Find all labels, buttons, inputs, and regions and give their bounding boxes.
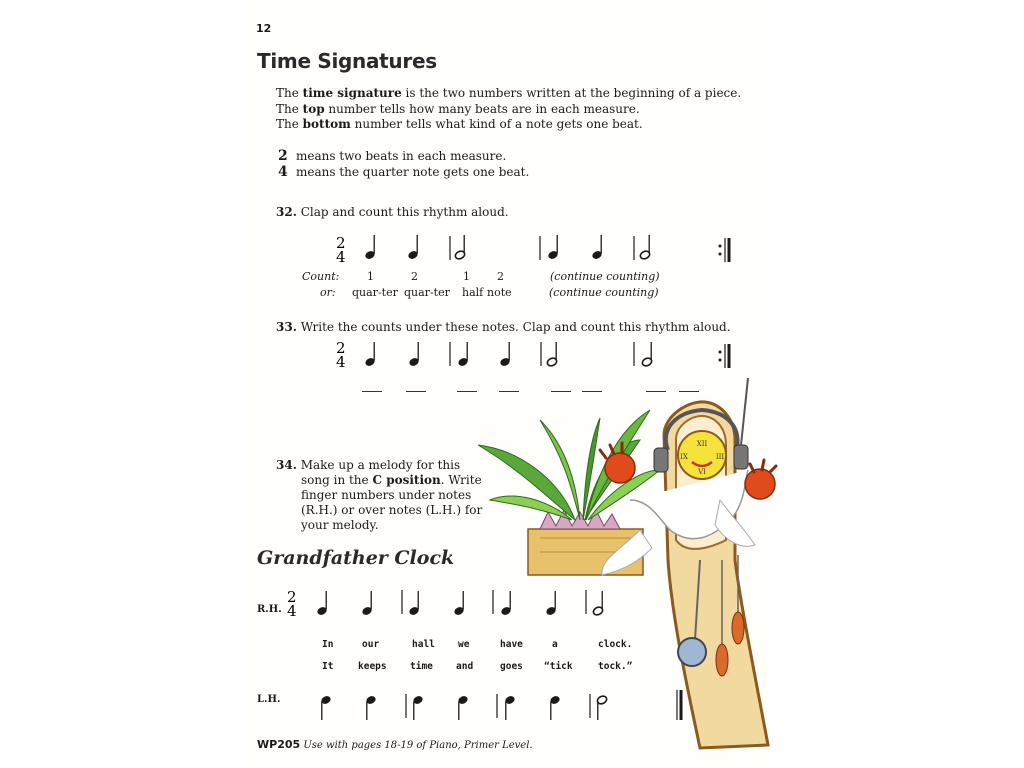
intro-line2-post: number tells how many beats are in each measure. [324,101,640,116]
svg-text:IX: IX [680,453,688,461]
note [639,235,651,260]
pendulum [678,638,706,666]
note [408,591,420,616]
lh-label: L.H. [257,694,281,705]
note [361,591,373,616]
ex32-ts-bottom: 4 [336,248,346,266]
lyric-2-5: goes [500,661,523,672]
lyric-2-3: time [410,661,433,672]
rh-ts-bottom: 4 [287,602,297,620]
lyric-2-1: It [322,661,334,672]
count-1a: 1 [367,270,374,283]
or-label: or: [320,286,336,299]
page-number: 12 [256,22,272,35]
footer-book: Piano, Primer Level. [429,740,533,751]
note [641,342,653,367]
intro-line1-pre: The [276,86,303,100]
lyric-1-2: our [362,639,380,650]
exercise-34-line1: Make up a melody for this [300,458,461,472]
ts-top-number: 2 [278,148,288,164]
count-label: Count: [302,270,340,283]
lyric-2-2: keeps [358,661,387,672]
intro-line3-pre: The [276,117,303,131]
rh-ts-top: 2 [287,588,297,606]
note [545,591,557,616]
exercise-34-line2-post: . Write [440,473,482,487]
footer-text: Use with pages 18-19 of [303,740,430,751]
rh-label: R.H. [257,604,282,615]
note [320,695,332,720]
end-repeat-bar [719,238,730,262]
count-1b: 1 [463,270,470,283]
lyric-1-7: clock. [598,639,633,650]
note [546,342,558,367]
exercise-34-line4: (R.H.) or over notes (L.H.) for [301,503,483,517]
weight-2 [732,612,744,644]
intro-line3-post: number tells what kind of a note gets one beat. [350,117,643,131]
left-glove [605,453,635,483]
exercise-34-line5: your melody. [301,518,379,532]
count-2a: 2 [411,270,418,283]
exercise-34-line2-bold: C position [372,473,441,487]
svg-text:VI: VI [698,468,706,476]
continue-counting-1: (continue counting) [550,270,660,283]
note [412,695,424,720]
ts-bottom-number: 4 [278,163,288,180]
ex33-ts-top: 2 [336,339,346,357]
intro-line1-post: is the two numbers written at the beginning of a piece. [401,86,742,100]
note [504,695,516,720]
intro-line1-bold: time signature [302,86,402,100]
note [364,235,376,260]
word-half: half [462,286,484,299]
ex33-ts-bottom: 4 [336,353,346,371]
ex33-rhythm [336,339,729,371]
intro-line2-pre: The [276,101,303,116]
lyric-1-1: In [322,639,334,650]
note [408,342,420,367]
note [457,695,469,720]
note [453,591,465,616]
note [592,591,604,616]
ex32-ts-top: 2 [336,234,346,252]
note [591,235,603,260]
antenna [741,378,748,445]
page-title: Time Signatures [257,49,437,73]
lyric-2-4: and [456,661,474,672]
word-quarter-2: quar-ter [404,286,450,299]
end-repeat-bar [719,344,730,368]
svg-text:XII: XII [696,440,708,448]
lyric-1-6: a [552,639,558,650]
continue-counting-2: (continue counting) [549,286,659,299]
exercise-34-line3: finger numbers under notes [301,488,472,502]
ts-top-text: means two beats in each measure. [296,149,507,163]
note [596,695,608,720]
lyric-1-5: have [500,639,523,650]
note [407,235,419,260]
lyric-2-6: “tick [544,661,573,672]
exercise-32-number: 32. [276,205,297,219]
note [547,235,559,260]
intro-line3-bold: bottom [302,117,351,131]
note [500,591,512,616]
lyric-2-7: tock.” [598,661,633,672]
weight-1 [716,644,728,676]
lh-melody-rhythm [320,690,681,720]
note [316,591,328,616]
note [457,342,469,367]
exercise-33-number: 33. [276,320,297,334]
note [454,235,466,260]
note [364,342,376,367]
right-glove [745,469,775,499]
exercise-33-text: Write the counts under these notes. Clap and count this rhythm aloud. [300,320,731,334]
note [549,695,561,720]
note [499,342,511,367]
svg-text:III: III [715,453,725,461]
ts-bottom-text: means the quarter note gets one beat. [296,164,530,179]
word-note: note [487,286,512,299]
rh-melody-rhythm [287,588,677,620]
exercise-32-text: Clap and count this rhythm aloud. [300,205,509,219]
intro-line2-bold: top [302,101,325,116]
exercise-34-line2-pre: song in the [301,473,373,487]
count-2b: 2 [497,270,504,283]
note [365,695,377,720]
lyric-1-4: we [458,639,470,650]
word-quarter-1: quar-ter [352,286,398,299]
song-title: Grandfather Clock [257,547,455,569]
lyric-1-3: hall [412,639,435,650]
ex32-rhythm [336,234,729,266]
exercise-34-number: 34. [276,458,297,472]
footer-code: WP205 [257,738,301,751]
